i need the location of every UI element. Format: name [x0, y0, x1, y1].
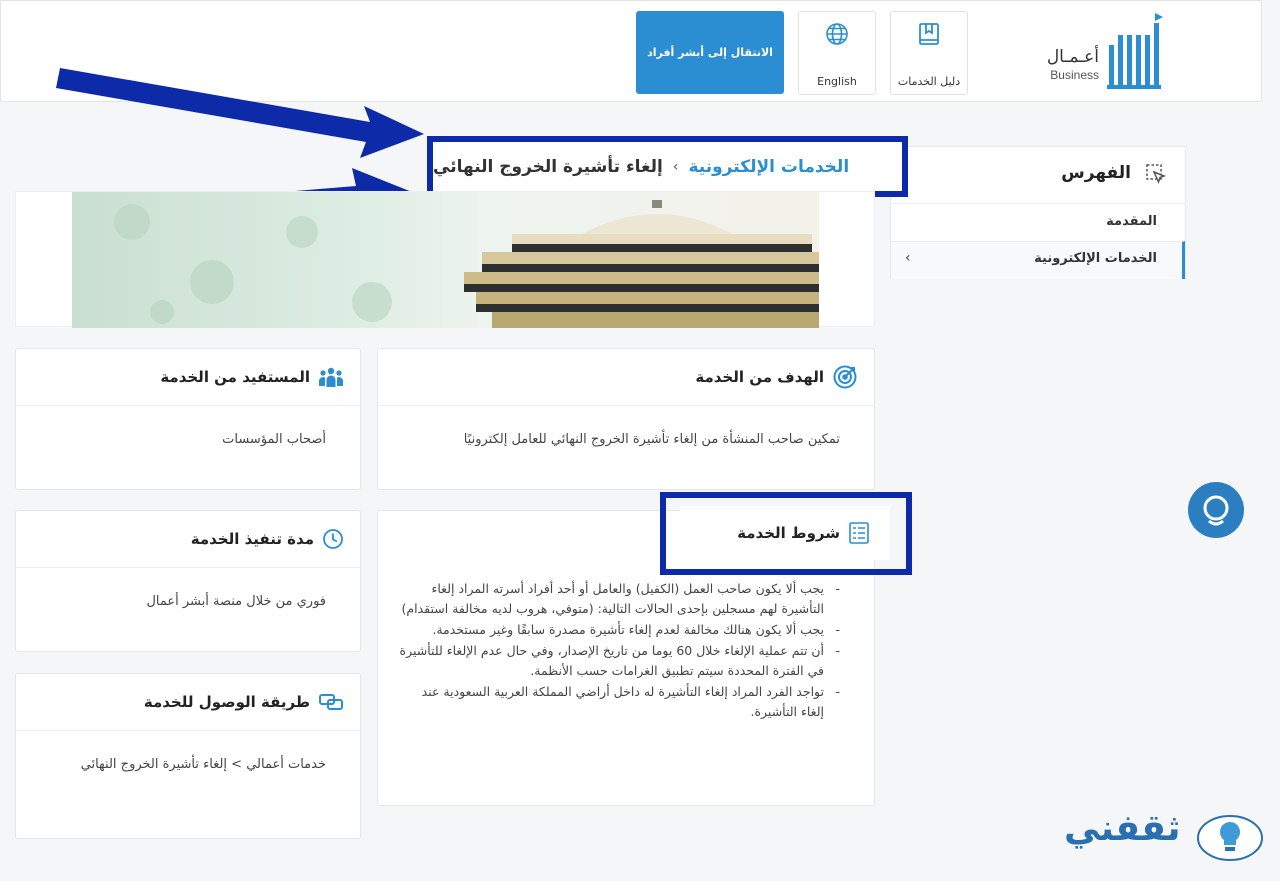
condition-item: - أن تتم عملية الإلغاء خلال 60 يوما من تاريخ الإصدار، وفي حال عدم الإلغاء للتأشيرة في الفترة المحددة سيتم تطبيق الغرامات حسب الأنظمة. [398, 641, 840, 681]
logo-english: Business [1050, 68, 1099, 82]
chevron-right-icon: › [905, 250, 911, 266]
logo-text [1041, 47, 1099, 82]
goal-body: تمكين صاحب المنشأة من إلغاء تأشيرة الخروج النهائي للعامل إلكترونيًا [463, 432, 840, 447]
sidebar-divider [891, 203, 1185, 204]
link-windows-icon [318, 692, 344, 712]
conditions-list [398, 579, 840, 723]
clock-icon [322, 528, 344, 550]
language-label: English [817, 75, 857, 88]
sidebar-item-eservices[interactable] [891, 241, 1185, 279]
breadcrumb-separator: › [672, 158, 679, 175]
goal-card [377, 348, 875, 490]
headset-icon [1196, 490, 1236, 530]
ministry-building-image [72, 192, 819, 328]
cursor-select-icon [1145, 163, 1167, 185]
beneficiary-card-header [16, 349, 360, 406]
access-body: خدمات أعمالي > إلغاء تأشيرة الخروج النهائي [80, 757, 326, 772]
book-icon [917, 22, 941, 48]
conditions-card-header [680, 506, 890, 560]
breadcrumb-parent-link[interactable]: الخدمات الإلكترونية [688, 156, 850, 177]
breadcrumb [427, 136, 908, 197]
banner [15, 191, 875, 327]
services-guide-label: دليل الخدمات [897, 75, 961, 88]
absher-individuals-button[interactable]: الانتقال إلى أبشر أفراد [636, 11, 784, 94]
duration-body: فوري من خلال منصة أبشر أعمال [146, 594, 326, 609]
conditions-title: شروط الخدمة [737, 524, 840, 542]
condition-item: - يجب ألا يكون هنالك مخالفة لعدم إلغاء تأشيرة مصدرة سابقًا وغير مستخدمة. [398, 620, 840, 640]
services-guide-button[interactable] [890, 11, 968, 95]
access-card [15, 673, 361, 839]
goal-card-header [378, 349, 874, 406]
logo-arabic: أعـمـال [1046, 47, 1099, 67]
condition-item: - يجب ألا يكون صاحب العمل (الكفيل) والعامل أو أحد أفراد أسرته المراد إلغاء التأشيرة لهم مسجلين بإحدى الحالات التالية: (متوفي، هروب لديه مخالفة استقدام) [398, 579, 840, 619]
conditions-header-highlight [660, 492, 912, 575]
sidebar-item-intro[interactable]: المقدمة [1106, 214, 1157, 229]
sidebar-title: الفهرس [1061, 163, 1131, 183]
goal-title: الهدف من الخدمة [695, 368, 824, 386]
users-group-icon [318, 366, 344, 388]
globe-icon [825, 22, 849, 46]
duration-card-header [16, 511, 360, 568]
watermark-text: ثقفني [1064, 808, 1181, 849]
beneficiary-body: أصحاب المؤسسات [222, 432, 326, 447]
checklist-icon [848, 521, 870, 545]
sidebar-item-eservices-label: الخدمات الإلكترونية [1034, 251, 1157, 266]
duration-card [15, 510, 361, 652]
target-icon [832, 364, 858, 390]
support-chat-button[interactable] [1188, 482, 1244, 538]
beneficiary-card [15, 348, 361, 490]
beneficiary-title: المستفيد من الخدمة [160, 368, 310, 386]
language-button[interactable] [798, 11, 876, 95]
access-card-header [16, 674, 360, 731]
lightbulb-logo-icon [1196, 812, 1264, 868]
sidebar-index [890, 146, 1186, 279]
absher-logo-icon [1105, 11, 1165, 93]
access-title: طريقة الوصول للخدمة [143, 693, 310, 711]
duration-title: مدة تنفيذ الخدمة [190, 530, 314, 548]
condition-item: - تواجد الفرد المراد إلغاء التأشيرة له داخل أراضي المملكة العربية السعودية عند إلغاء التأشيرة. [398, 682, 840, 722]
breadcrumb-current: إلغاء تأشيرة الخروج النهائي [433, 156, 663, 177]
